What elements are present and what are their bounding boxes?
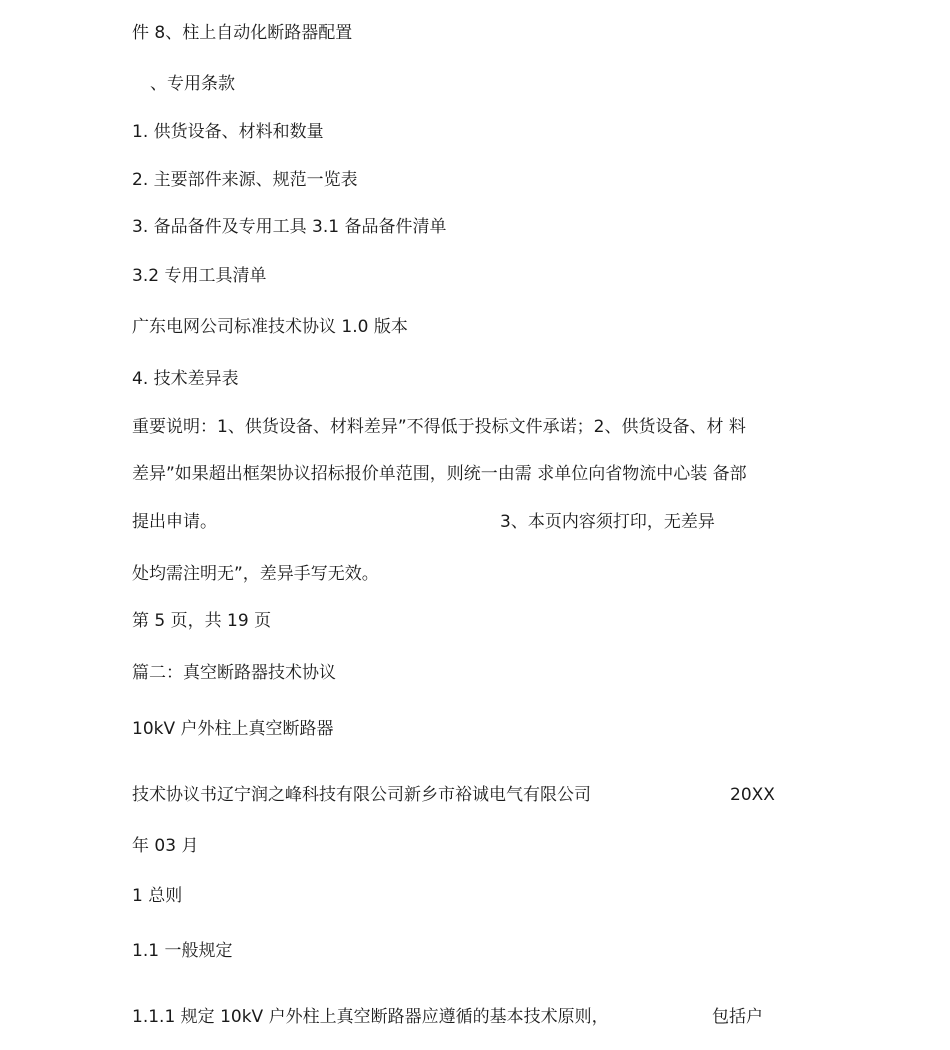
paragraph-line: 包括户 (712, 1007, 763, 1027)
section-heading: 1 总则 (132, 886, 183, 906)
list-item: 1. 供货设备、材料和数量 (132, 122, 324, 142)
list-item: 4. 技术差异表 (132, 369, 239, 389)
section-heading: 、专用条款 (150, 74, 235, 94)
section-heading: 篇二：真空断路器技术协议 (132, 663, 336, 683)
list-item: 3.2 专用工具清单 (132, 266, 267, 286)
text-line: 技术协议书辽宁润之峰科技有限公司新乡市裕诚电气有限公司 (132, 785, 591, 805)
list-item: 2. 主要部件来源、规范一览表 (132, 170, 358, 190)
list-item: 3. 备品备件及专用工具 3.1 备品备件清单 (132, 217, 447, 237)
paragraph-line: 1.1.1 规定 10kV 户外柱上真空断路器应遵循的基本技术原则， (132, 1007, 609, 1027)
paragraph-line: 3、本页内容须打印，无差异 (500, 512, 715, 532)
text-line: 年 03 月 (132, 836, 199, 856)
page-number: 第 5 页，共 19 页 (132, 611, 272, 631)
section-heading: 1.1 一般规定 (132, 941, 233, 961)
paragraph-line: 差异”如果超出框架协议招标报价单范围，则统一由需 求单位向省物流中心装 备部 (132, 464, 747, 484)
paragraph-line: 提出申请。 (132, 512, 217, 532)
document-title: 10kV 户外柱上真空断路器 (132, 719, 334, 739)
text-line: 件 8、柱上自动化断路器配置 (132, 23, 353, 43)
text-line: 20XX (730, 785, 775, 805)
paragraph-line: 重要说明：1、供货设备、材料差异”不得低于投标文件承诺；2、供货设备、材 料 (132, 417, 746, 437)
paragraph-line: 处均需注明无”，差异手写无效。 (132, 564, 379, 584)
text-line: 广东电网公司标准技术协议 1.0 版本 (132, 317, 408, 337)
